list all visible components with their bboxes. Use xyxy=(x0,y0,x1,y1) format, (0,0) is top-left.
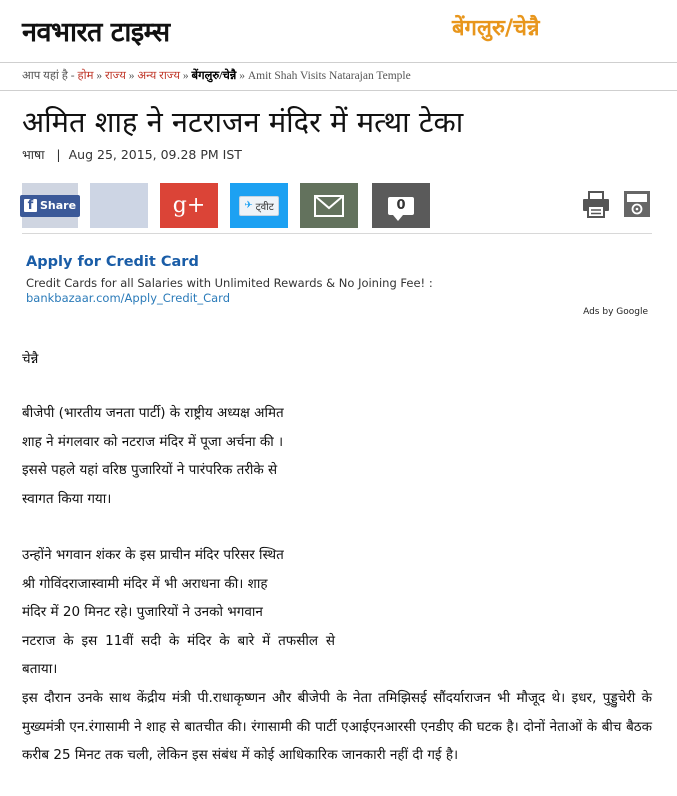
paragraph-line: बीजेपी (भारतीय जनता पार्टी) के राष्ट्रीय अध्यक्ष अमित xyxy=(22,405,284,421)
ad-description: Credit Cards for all Salaries with Unlimited Rewards & No Joining Fee! : xyxy=(26,276,433,290)
breadcrumb-states[interactable]: राज्य xyxy=(104,70,126,82)
site-logo[interactable]: नवभारत टाइम्स xyxy=(22,17,170,48)
facebook-share-badge[interactable] xyxy=(20,195,80,217)
article-paragraph xyxy=(22,541,335,684)
ads-by-google-label[interactable]: Ads by Google xyxy=(583,307,648,317)
comments-button[interactable] xyxy=(372,183,430,228)
share-placeholder-button[interactable] xyxy=(90,183,148,228)
breadcrumb xyxy=(22,68,411,83)
breadcrumb-city[interactable]: बेंगलुरु/चेन्नै xyxy=(191,70,237,82)
comment-count: 0 xyxy=(396,197,406,213)
article-dateline: चेन्नै xyxy=(22,351,39,367)
breadcrumb-separator: » xyxy=(128,70,135,82)
breadcrumb-other-states[interactable]: अन्य राज्य xyxy=(137,70,181,82)
paragraph-line: स्वागत किया गया। xyxy=(22,490,112,507)
article-date: Aug 25, 2015, 09.28 PM IST xyxy=(68,147,242,162)
google-plus-button[interactable] xyxy=(160,183,218,228)
breadcrumb-separator: » xyxy=(239,70,245,82)
google-plus-icon: g+ xyxy=(172,193,206,218)
breadcrumb-separator: » xyxy=(96,70,103,82)
tweet-badge[interactable] xyxy=(239,196,279,216)
breadcrumb-separator: » xyxy=(182,70,189,82)
breadcrumb-home[interactable]: होम xyxy=(77,70,94,82)
breadcrumb-page: Amit Shah Visits Natarajan Temple xyxy=(247,70,411,82)
sponsored-ad xyxy=(22,233,652,322)
paragraph-line: श्री गोविंदराजास्वामी मंदिर में भी अराधना की। शाह xyxy=(22,575,268,592)
article-paragraph: इस दौरान उनके साथ केंद्रीय मंत्री पी.राधाकृष्णन और बीजेपी के नेता तमिझिसई सौंदर्याराजन भी मौजूद थे। इधर, पुड्डुचेरी के मुख्यमंत्री एन.रंगासामी ने शाह से बातचीत की। रंगासामी की पार्टी एआईएनआरसी एनडीए की घटक है। दोनों नेताओं के बीच बैठक करीब 25 मिनट तक चली, लेकिन इस संबंध में कोई आधिकारिक जानकारी नहीं दी गई है। xyxy=(22,690,652,763)
facebook-icon: f xyxy=(24,199,37,212)
paragraph-line: मंदिर में 20 मिनट रहे। पुजारियों ने उनको भगवान xyxy=(22,604,263,620)
article-paragraph xyxy=(22,399,335,513)
article-byline xyxy=(22,146,242,163)
article-title: अमित शाह ने नटराजन मंदिर में मत्था टेका xyxy=(22,105,464,139)
paragraph-line: इससे पहले यहां वरिष्ठ पुजारियों ने पारंपरिक तरीके से xyxy=(22,462,278,478)
article-source: भाषा xyxy=(22,147,45,162)
facebook-share-button[interactable] xyxy=(22,183,78,228)
font-size-icon[interactable] xyxy=(623,190,651,218)
site-header xyxy=(0,0,677,63)
tweet-label: ट्वीट xyxy=(255,201,274,213)
header-divider xyxy=(0,90,677,91)
paragraph-line: नटराज के इस 11वीं सदी के मंदिर के बारे में तफसील से बताया। xyxy=(22,632,335,677)
tweet-button[interactable] xyxy=(230,183,288,228)
printer-icon[interactable] xyxy=(580,188,612,220)
twitter-icon: ✈ xyxy=(244,200,253,211)
byline-separator: | xyxy=(48,147,65,162)
ad-title-link[interactable]: Apply for Credit Card xyxy=(26,254,199,270)
ad-url-link[interactable]: bankbazaar.com/Apply_Credit_Card xyxy=(26,291,230,305)
city-section-title[interactable]: बेंगलुरु/चेन्नै xyxy=(452,16,540,41)
breadcrumb-prefix: आप यहां है - xyxy=(22,70,75,82)
paragraph-line: उन्होंने भगवान शंकर के इस प्राचीन मंदिर परिसर स्थित xyxy=(22,547,284,563)
comment-icon xyxy=(388,197,414,215)
mail-icon xyxy=(314,195,344,217)
email-share-button[interactable] xyxy=(300,183,358,228)
facebook-share-label: Share xyxy=(39,199,77,212)
paragraph-line: शाह ने मंगलवार को नटराज मंदिर में पूजा अर्चना की । xyxy=(22,433,284,450)
